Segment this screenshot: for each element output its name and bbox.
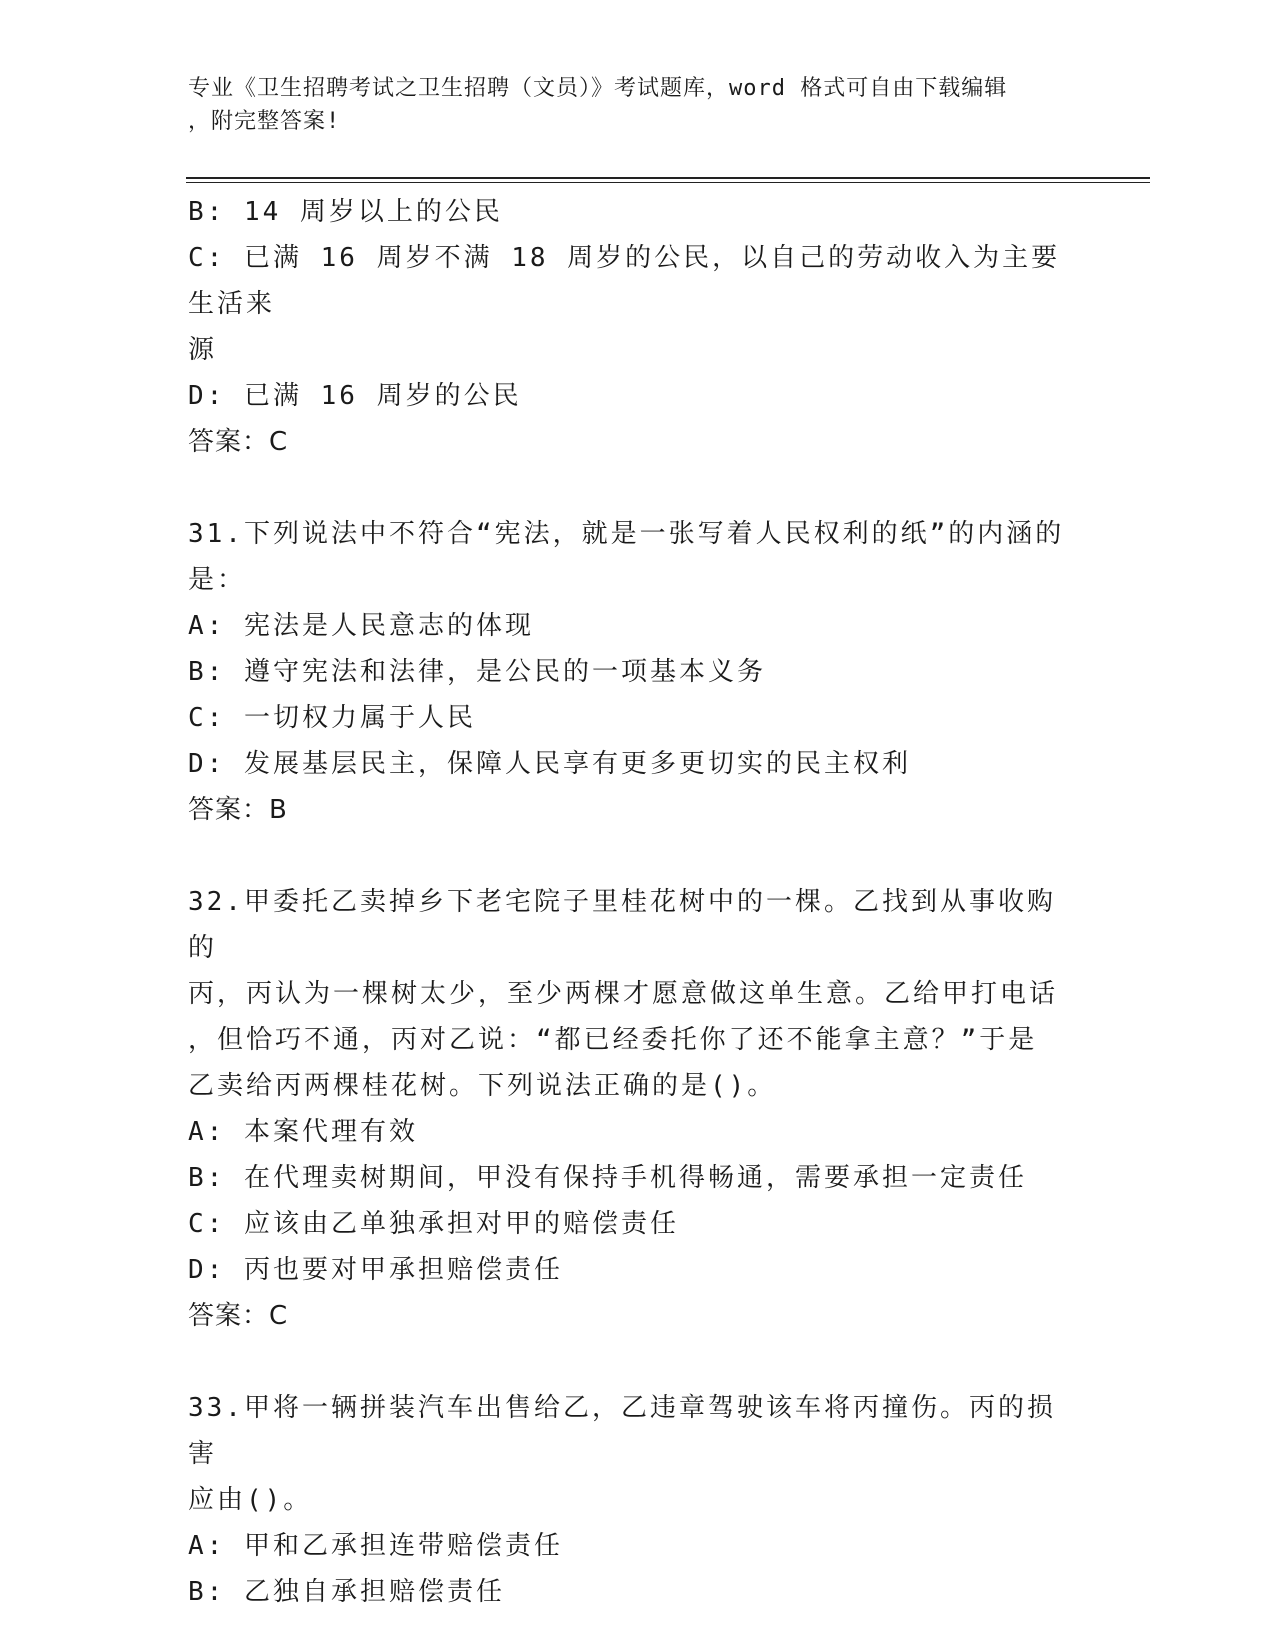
question-32: [188, 879, 1068, 1339]
header-divider-thick: [186, 177, 1150, 179]
option-c: C: 一切权力属于人民: [188, 703, 476, 733]
option-b: B: 遵守宪法和法律，是公民的一项基本义务: [188, 657, 766, 687]
option-c-continued: 源: [188, 335, 218, 365]
spacer: [188, 1339, 1068, 1385]
option-b: B: 在代理卖树期间，甲没有保持手机得畅通，需要承担一定责任: [188, 1163, 1027, 1193]
question-stem: 32.甲委托乙卖掉乡下老宅院子里桂花树中的一棵。乙找到从事收购的: [188, 887, 1056, 963]
option-d: D: 丙也要对甲承担赔偿责任: [188, 1255, 563, 1285]
option-a: A: 本案代理有效: [188, 1117, 418, 1147]
question-stem: 33.甲将一辆拼装汽车出售给乙，乙违章驾驶该车将丙撞伤。丙的损害: [188, 1393, 1056, 1469]
question-stem-continued: 乙卖给丙两棵桂花树。下列说法正确的是()。: [188, 1071, 777, 1101]
option-d: D: 发展基层民主，保障人民享有更多更切实的民主权利: [188, 749, 911, 779]
header-line-2: ，附完整答案!: [188, 109, 341, 134]
question-stem-continued: 是：: [188, 565, 247, 595]
question-stem-continued: 丙，丙认为一棵树太少，至少两棵才愿意做这单生意。乙给甲打电话: [188, 979, 1059, 1009]
spacer: [188, 833, 1068, 879]
question-stem-continued: ，但恰巧不通，丙对乙说：“都已经委托你了还不能拿主意？”于是: [188, 1025, 1038, 1055]
option-a: A: 甲和乙承担连带赔偿责任: [188, 1531, 563, 1561]
answer-label: 答案：B: [188, 795, 288, 825]
answer-label: 答案：C: [188, 427, 289, 457]
question-stem: 31.下列说法中不符合“宪法，就是一张写着人民权利的纸”的内涵的: [188, 519, 1065, 549]
question-stem-continued: 应由()。: [188, 1485, 313, 1515]
option-b: B: 乙独自承担赔偿责任: [188, 1577, 505, 1607]
option-c: C: 应该由乙单独承担对甲的赔偿责任: [188, 1209, 679, 1239]
answer-label: 答案：C: [188, 1301, 289, 1331]
option-d: D: 已满 16 周岁的公民: [188, 381, 522, 411]
option-a: A: 宪法是人民意志的体现: [188, 611, 534, 641]
document-header: [188, 72, 1068, 138]
header-line-1: 专业《卫生招聘考试之卫生招聘（文员）》考试题库，word 格式可自由下载编辑: [188, 76, 1008, 101]
header-divider-thin: [186, 182, 1150, 183]
question-31: [188, 511, 1068, 833]
question-list: [188, 189, 1068, 1615]
option-c: C: 已满 16 周岁不满 18 周岁的公民，以自己的劳动收入为主要生活来: [188, 243, 1061, 319]
question-33: [188, 1385, 1068, 1615]
spacer: [188, 465, 1068, 511]
question-30-continued: [188, 189, 1068, 465]
option-b: B: 14 周岁以上的公民: [188, 197, 503, 227]
